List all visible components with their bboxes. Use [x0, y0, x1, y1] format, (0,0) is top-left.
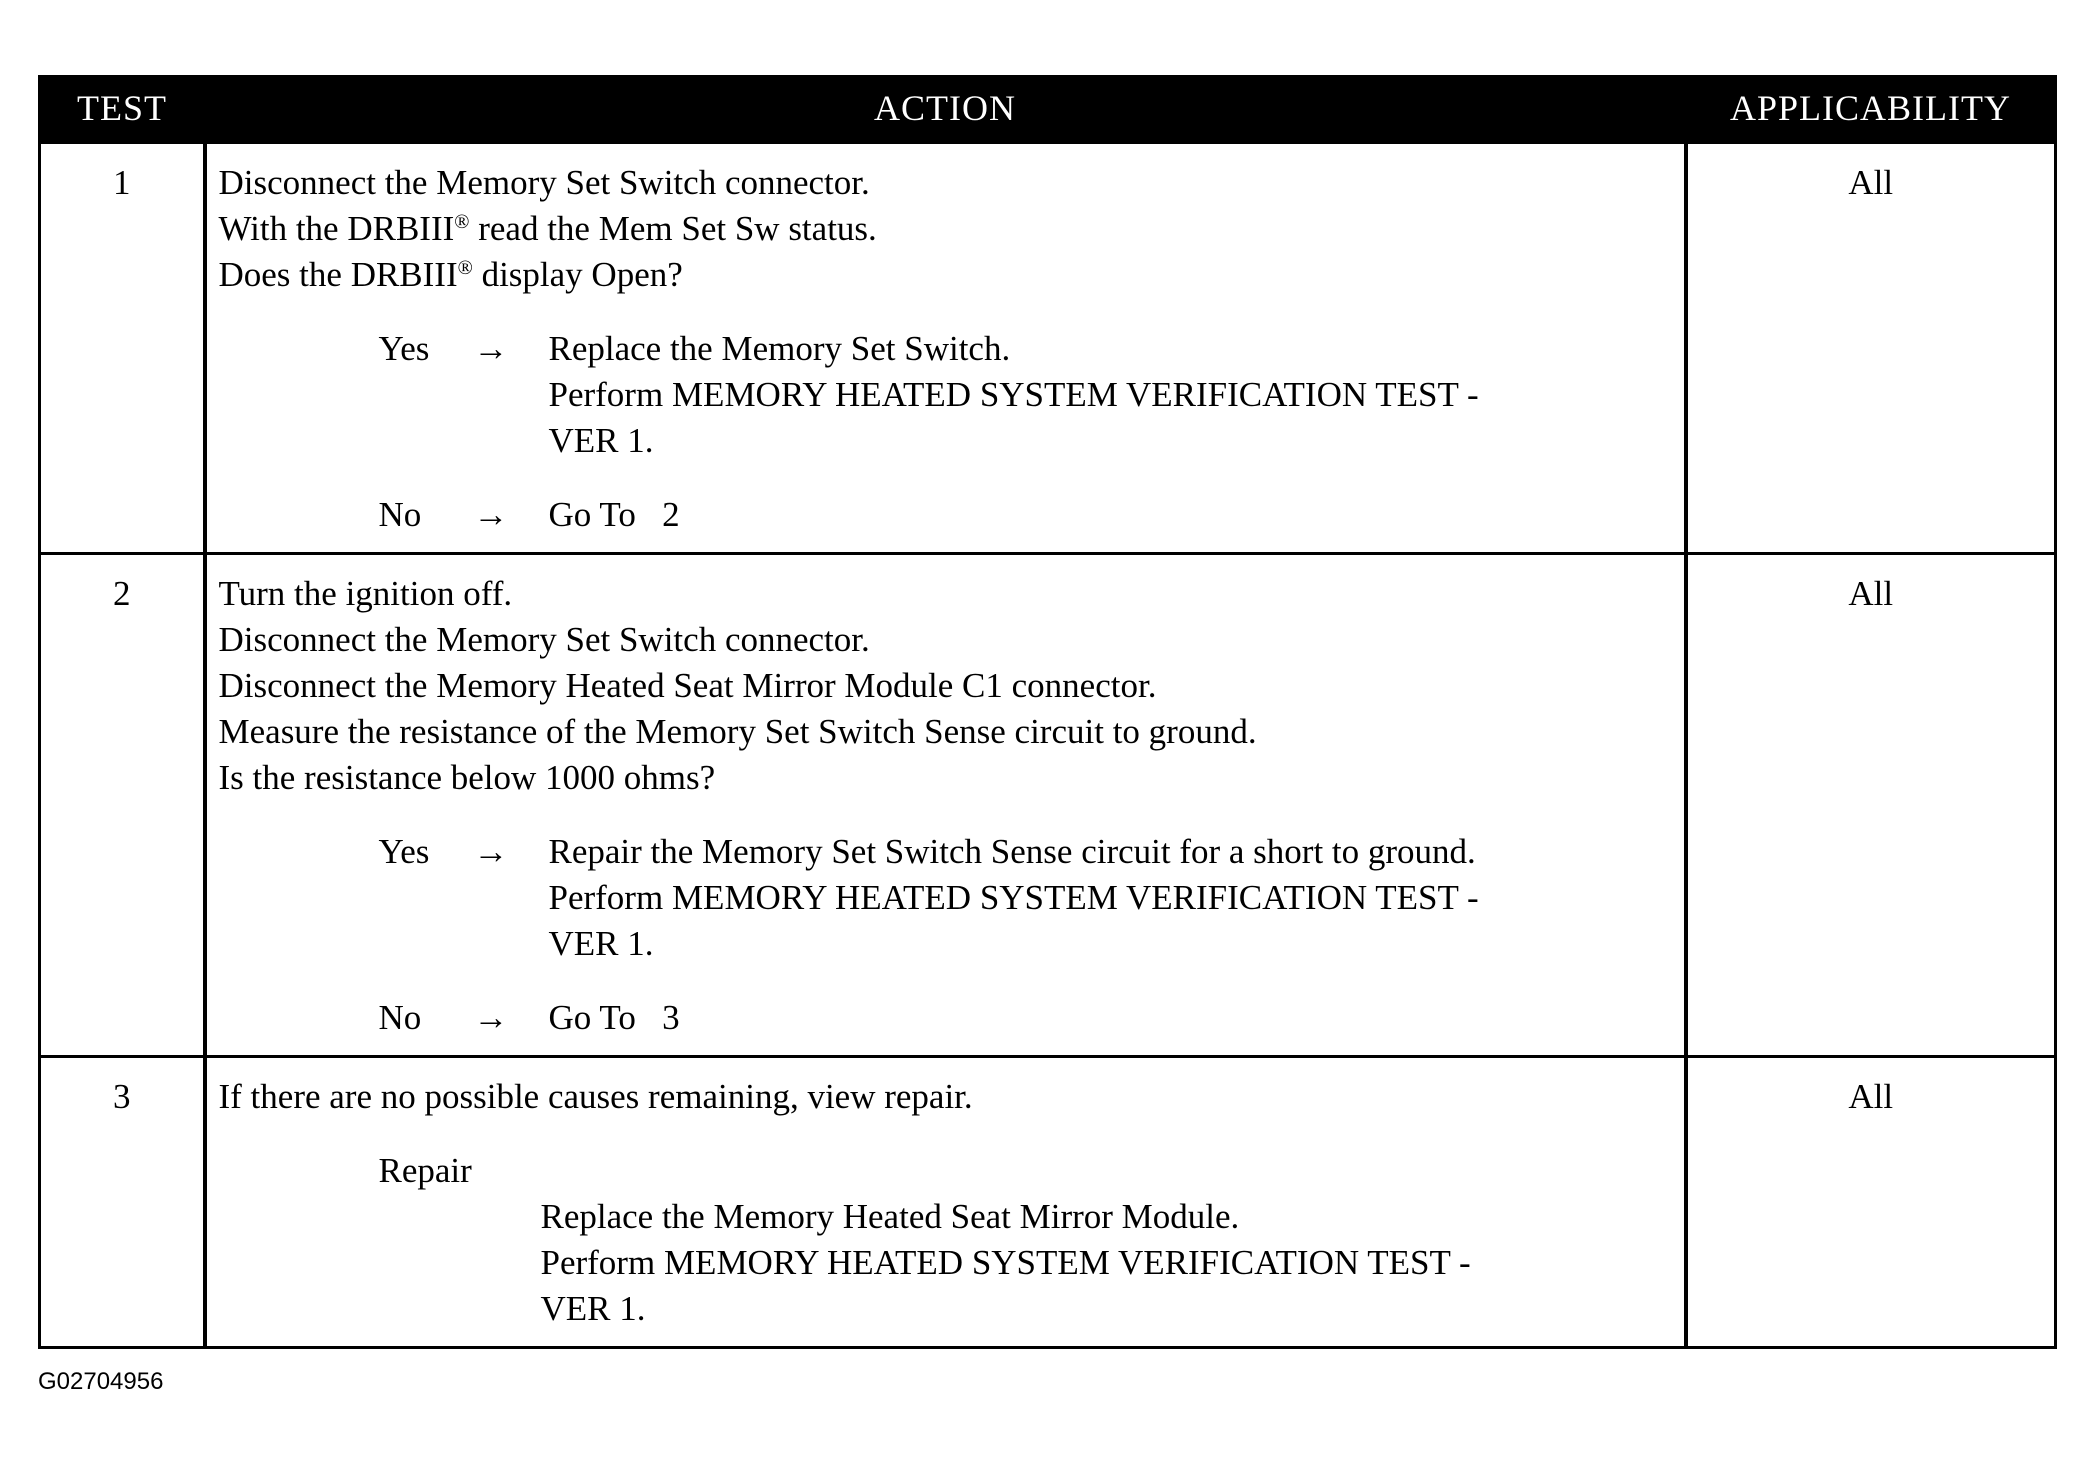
test-number: 2: [40, 554, 205, 1057]
arrow-right-icon: →: [473, 495, 509, 534]
step-line: Disconnect the Memory Set Switch connector.: [218, 163, 870, 202]
no-result: [549, 492, 1676, 538]
test-number: 3: [40, 1057, 205, 1348]
yes-response: [379, 829, 1676, 967]
yes-result: [549, 829, 1676, 967]
no-response: [379, 995, 1676, 1041]
table-row: [40, 1057, 2056, 1348]
action-cell: [205, 143, 1686, 554]
header-applicability: APPLICABILITY: [1686, 75, 2056, 143]
applicability-cell: All: [1686, 1057, 2056, 1348]
header-action: ACTION: [205, 75, 1686, 143]
figure-id: G02704956: [38, 1368, 164, 1395]
applicability-cell: All: [1686, 554, 2056, 1057]
step-text: Does the DRBIII: [218, 255, 458, 294]
registered-mark: ®: [454, 211, 470, 233]
action-cell: [205, 1057, 1686, 1348]
result-line: Go To 3: [548, 998, 680, 1037]
applicability-cell: All: [1686, 143, 2056, 554]
step-line: Disconnect the Memory Heated Seat Mirror Module C1 connector.: [218, 666, 1157, 705]
no-result: [549, 995, 1676, 1041]
no-response: [379, 492, 1676, 538]
arrow-right-icon: →: [473, 832, 509, 871]
result-line: Perform MEMORY HEATED SYSTEM VERIFICATION TEST -: [548, 375, 1479, 414]
repair-response: [379, 1148, 1676, 1332]
result-line: Perform MEMORY HEATED SYSTEM VERIFICATION TEST -: [540, 1243, 1471, 1282]
step-text: display Open?: [481, 255, 683, 294]
table-row: [40, 143, 2056, 554]
repair-result: [541, 1194, 1676, 1332]
result-line: VER 1.: [548, 924, 654, 963]
table-header-row: [40, 75, 2056, 143]
result-line: VER 1.: [548, 421, 654, 460]
table-row: [40, 554, 2056, 1057]
step-text: read the Mem Set Sw status.: [478, 209, 877, 248]
yes-label: Yes: [378, 329, 430, 368]
arrow-right-icon: →: [473, 998, 509, 1037]
header-test: TEST: [40, 75, 205, 143]
step-line: Turn the ignition off.: [218, 574, 513, 613]
yes-result: [549, 326, 1676, 464]
yes-label: Yes: [378, 832, 430, 871]
result-line: Perform MEMORY HEATED SYSTEM VERIFICATION TEST -: [548, 878, 1479, 917]
step-line: [219, 252, 1676, 298]
no-label: No: [378, 998, 422, 1037]
step-line: Measure the resistance of the Memory Set Switch Sense circuit to ground.: [218, 712, 1257, 751]
arrow-right-icon: →: [473, 329, 509, 368]
result-line: VER 1.: [540, 1289, 646, 1328]
result-line: Replace the Memory Heated Seat Mirror Module.: [540, 1197, 1240, 1236]
step-line: [219, 206, 1676, 252]
test-number: 1: [40, 143, 205, 554]
step-line: If there are no possible causes remaining, view repair.: [218, 1077, 973, 1116]
step-line: Is the resistance below 1000 ohms?: [218, 758, 716, 797]
step-text: With the DRBIII: [218, 209, 455, 248]
no-label: No: [378, 495, 422, 534]
yes-response: [379, 326, 1676, 464]
registered-mark: ®: [457, 257, 473, 279]
repair-label: Repair: [378, 1151, 472, 1190]
action-cell: [205, 554, 1686, 1057]
diagnostic-test-table: [38, 75, 2057, 1349]
result-line: Repair the Memory Set Switch Sense circuit for a short to ground.: [548, 832, 1476, 871]
result-line: Go To 2: [548, 495, 680, 534]
result-line: Replace the Memory Set Switch.: [548, 329, 1011, 368]
step-line: Disconnect the Memory Set Switch connector.: [218, 620, 870, 659]
